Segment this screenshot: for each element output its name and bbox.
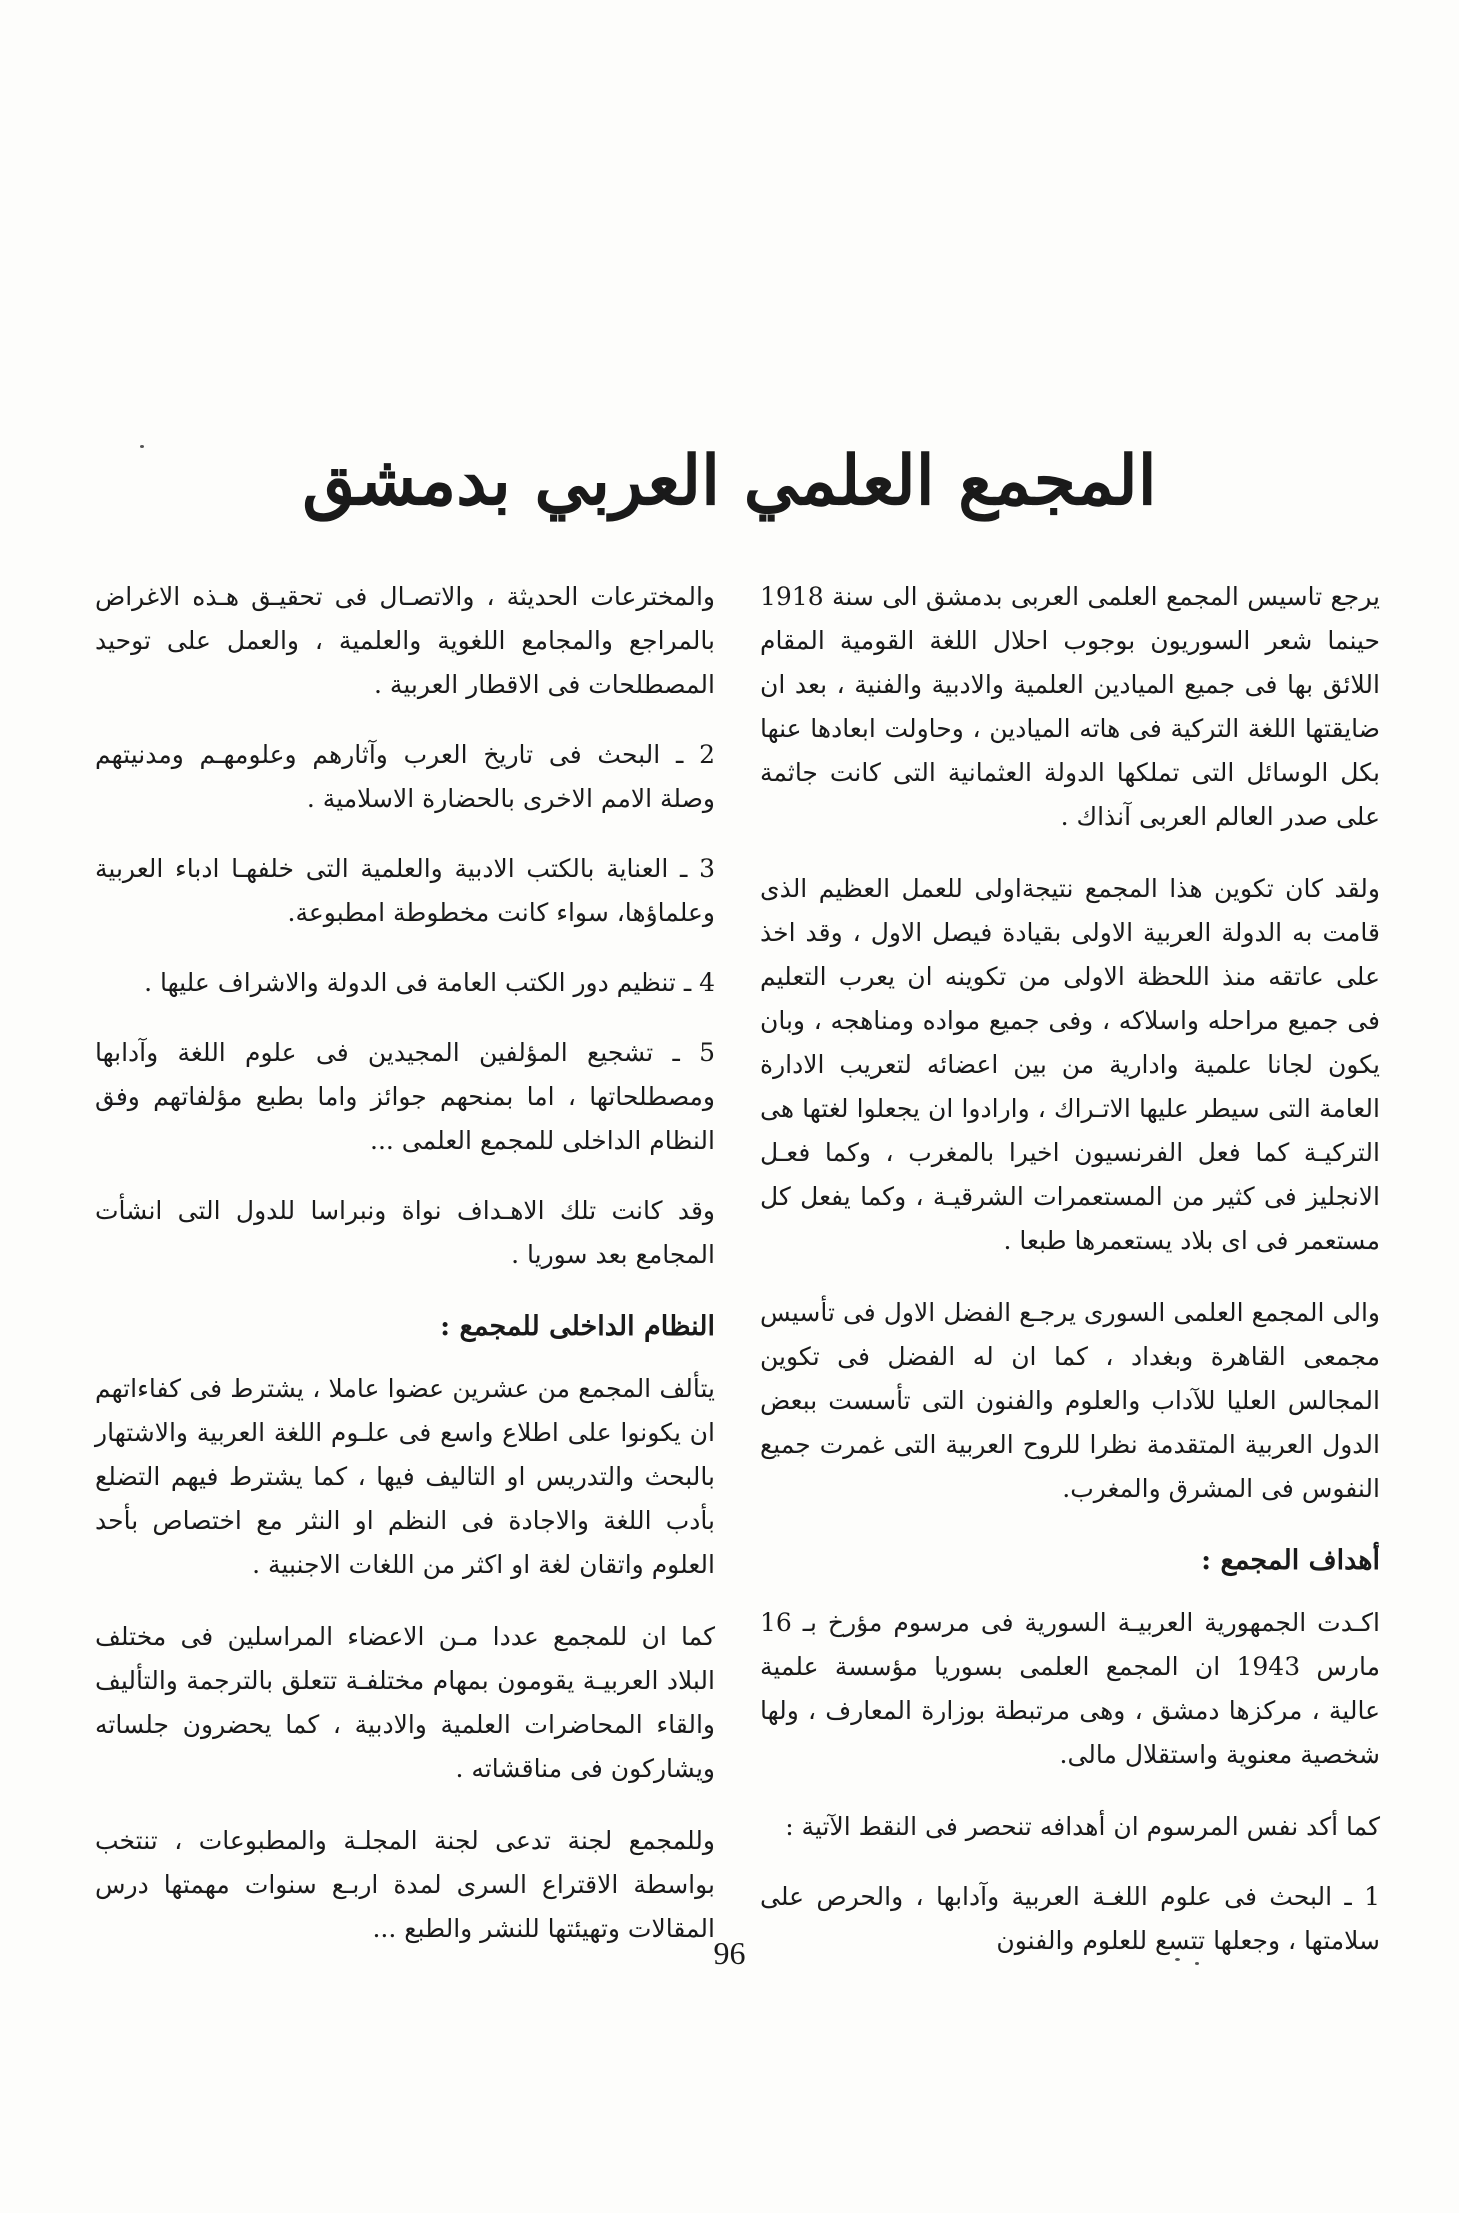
goal-item-1-continued: والمخترعات الحديثة ، والاتصـال فى تحقيـق هـذه الاغراض بالمراجع والمجامع اللغوية والعلمية ، والعمل على توحيد المصطلحات فى الاقطار العربية .: [95, 582, 715, 699]
goals-conclusion-paragraph: وقد كانت تلك الاهـداف نواة ونبراسا للدول التى انشأت المجامع بعد سوريا .: [95, 1196, 715, 1269]
correspondents-paragraph: كما ان للمجمع عددا مـن الاعضاء المراسلين فى مختلف البلاد العربيـة يقومون بمهام مختلفـة تتعلق بالترجمة والتأليف والقاء المحاضرات العلمية والادبية ، كما يحضرون جلساته ويشاركون فى مناقشاته .: [95, 1622, 715, 1783]
internal-system-heading: النظام الداخلى للمجمع :: [440, 1311, 715, 1342]
committee-paragraph: وللمجمع لجنة تدعى لجنة المجلـة والمطبوعات ، تنتخب بواسطة الاقتراع السرى لمدة اربـع سنوات مهمتها درس المقالات وتهيئتها للنشر والطبع ...: [95, 1826, 715, 1943]
goal-item-3: 3 ـ العناية بالكتب الادبية والعلمية التى خلفهـا ادباء العربية وعلماؤها، سواء كانت مخطوطة امطبوعة.: [95, 854, 715, 927]
intro-paragraph: يرجع تاسيس المجمع العلمى العربى بدمشق الى سنة 1918 حينما شعر السوريون بوجوب احلال اللغة القومية المقام اللائق بها فى جميع الميادين العلمية والادبية والفنية ، بعد ان ضايقتها اللغة التركية فى هاته الميادين ، وحاولت ابعادها عنها بكل الوسائل التى تملكها الدولة العثمانية التى كانت جاثمة على صدر العالم العربى آنذاك .: [760, 582, 1380, 831]
decree-paragraph: اكـدت الجمهورية العربيـة السورية فى مرسوم مؤرخ بـ 16 مارس 1943 ان المجمع العلمى بسوريا مؤسسة علمية عالية ، مركزها دمشق ، وهى مرتبطة بوزارة المعارف ، ولها شخصية معنوية واستقلال مالى.: [760, 1608, 1381, 1769]
goals-intro-paragraph: كما أكد نفس المرسوم ان أهدافه تنحصر فى النقط الآتية :: [785, 1812, 1380, 1841]
goal-item-1: 1 ـ البحث فى علوم اللغـة العربية وآدابها ، والحرص على سلامتها ، وجعلها تتسع للعلوم والفنون: [760, 1882, 1380, 1955]
goal-item-5: 5 ـ تشجيع المؤلفين المجيدين فى علوم اللغة وآدابها ومصطلحاتها ، اما بمنحهم جوائز واما بطبع مؤلفاتهم وفق النظام الداخلى للمجمع العلمى ...: [95, 1038, 715, 1155]
page-number: 96: [713, 1935, 746, 1971]
left-column: [95, 575, 715, 1979]
goal-item-4: 4 ـ تنظيم دور الكتب العامة فى الدولة والاشراف عليها .: [144, 968, 715, 997]
scan-speck: [1195, 1962, 1199, 1965]
influence-paragraph: والى المجمع العلمى السورى يرجـع الفضل الاول فى تأسيس مجمعى القاهرة وبغداد ، كما ان له الفضل فى تكوين المجالس العليا للآداب والعلوم والفنون التى تأسست ببعض الدول العربية المتقدمة نظرا للروح العربية التى غمرت جميع النفوس فى المشرق والمغرب.: [760, 1298, 1380, 1503]
goals-heading: أهداف المجمع :: [1201, 1545, 1380, 1576]
goal-item-2: 2 ـ البحث فى تاريخ العرب وآثارهم وعلومهـم ومدنيتهم وصلة الامم الاخرى بالحضارة الاسلامية .: [95, 740, 715, 813]
article-title: المجمع العلمي العربي بدمشق: [302, 440, 1157, 521]
members-paragraph: يتألف المجمع من عشرين عضوا عاملا ، يشترط فى كفاءاتهم ان يكونوا على اطلاع واسع فى علـوم اللغة العربية والاشتهار بالبحث والتدريس او التاليف فيها ، كما يشترط فيهم التضلع بأدب اللغة والاجادة فى النظم او النثر مع اختصاص بأحد العلوم واتقان لغة او اكثر من اللغات الاجنبية .: [95, 1374, 715, 1579]
founding-paragraph: ولقد كان تكوين هذا المجمع نتيجةاولى للعمل العظيم الذى قامت به الدولة العربية الاولى بقيادة فيصل الاول ، وقد اخذ على عاتقه منذ اللحظة الاولى من تكوينه ان يعرب التعليم فى جميع مراحله واسلاكه ، وفى جميع مواده ومناهجه ، وبان يكون لجانا علمية وادارية من بين اعضائه لتعريب الادارة العامة التى سيطر عليها الاتـراك ، وارادوا ان يجعلوا لغتها هى التركيـة كما فعل الفرنسيون اخيرا بالمغرب ، وكما فعـل الانجليز فى كثير من المستعمرات الشرقيـة ، وكما يفعل كل مستعمر فى اى بلاد يستعمرها طبعا .: [760, 874, 1380, 1255]
scan-speck: [1175, 1958, 1180, 1961]
right-column: [760, 575, 1380, 1989]
scan-speck: [140, 445, 144, 448]
